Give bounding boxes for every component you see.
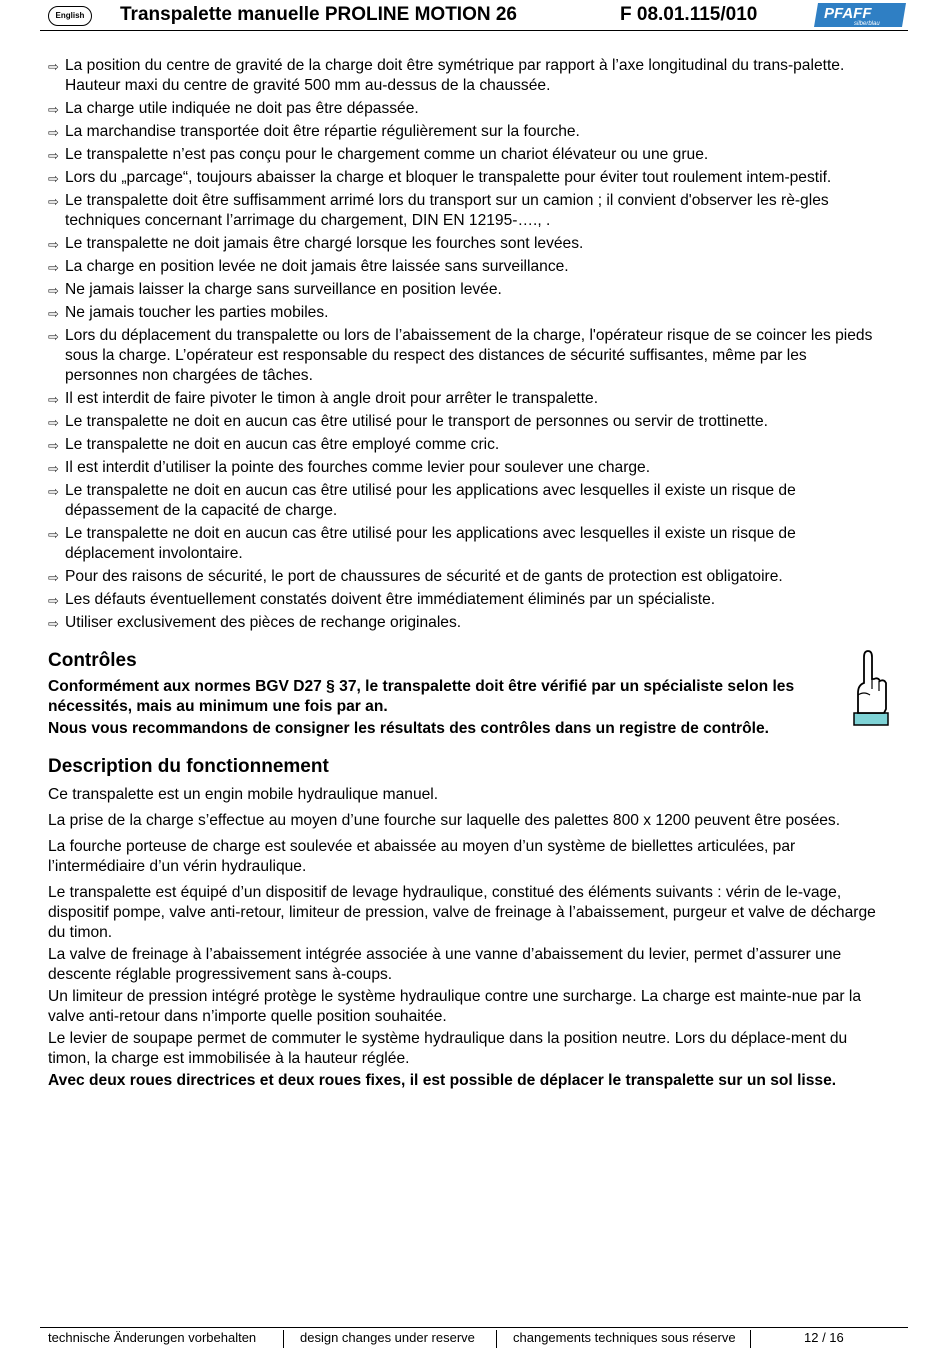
safety-item-text: Les défauts éventuellement constatés doivent être immédiatement éliminés par un spécialiste. <box>65 591 716 608</box>
raised-finger-hand-icon <box>852 649 890 729</box>
description-paragraph: Ce transpalette est un engin mobile hydraulique manuel. <box>48 786 439 803</box>
arrow-right-icon: ⇨ <box>48 125 59 140</box>
safety-list <box>48 56 878 633</box>
safety-list-item <box>48 168 878 188</box>
safety-list-item <box>48 326 878 386</box>
document-title: Transpalette manuelle PROLINE MOTION 26 <box>120 4 517 25</box>
safety-list-item <box>48 590 878 610</box>
arrow-right-icon: ⇨ <box>48 194 59 209</box>
safety-list-item <box>48 191 878 231</box>
safety-item-text: La position du centre de gravité de la charge doit être symétrique par rapport à l’axe longitudinal du trans-palette. Hauteur maxi du centre de gravité 500 mm au-dessus de la chaussée. <box>65 57 845 94</box>
description-paragraph: Le levier de soupape permet de commuter le système hydraulique dans la position neutre. Lors du déplace-ment du timon, la charge est immobilisée à la hauteur réglée. <box>48 1030 848 1067</box>
logo-subtext: silberblau <box>854 21 880 27</box>
arrow-right-icon: ⇨ <box>48 171 59 186</box>
arrow-right-icon: ⇨ <box>48 438 59 453</box>
safety-list-item <box>48 567 878 587</box>
safety-item-text: La charge en position levée ne doit jamais être laissée sans surveillance. <box>65 258 569 275</box>
description-section <box>48 785 878 1091</box>
arrow-right-icon: ⇨ <box>48 283 59 298</box>
description-paragraph: Un limiteur de pression intégré protège le système hydraulique contre une surcharge. La charge est mainte-nue par la valve anti-retour dans n’importe quelle position souhaitée. <box>48 988 862 1025</box>
safety-list-item <box>48 234 878 254</box>
safety-list-item <box>48 458 878 478</box>
safety-item-text: Le transpalette doit être suffisamment arrimé lors du transport sur un camion ; il convient d'observer les rè-gles techniques concernant l’arrimage du chargement, DIN EN 12195-…., . <box>65 192 829 229</box>
description-paragraph: Le transpalette est équipé d’un dispositif de levage hydraulique, constitué des éléments suivants : vérin de le-vage, dispositif pompe, valve anti-retour, limiteur de pression, valve de freinage à l’abaissement, purgeur et valve de décharge du timon. <box>48 884 876 941</box>
safety-item-text: Lors du „parcage“, toujours abaisser la charge et bloquer le transpalette pour éviter tout roulement intem-pestif. <box>65 169 832 186</box>
safety-item-text: Utiliser exclusivement des pièces de rechange originales. <box>65 614 462 631</box>
arrow-right-icon: ⇨ <box>48 527 59 542</box>
description-paragraph: La fourche porteuse de charge est soulevée et abaissée au moyen d’un système de biellettes articulées, par l’intermédiaire d’un vérin hydraulique. <box>48 838 796 875</box>
page-footer <box>40 1327 908 1350</box>
safety-list-item <box>48 257 878 277</box>
arrow-right-icon: ⇨ <box>48 570 59 585</box>
safety-list-item <box>48 303 878 323</box>
safety-item-text: Il est interdit de faire pivoter le timon à angle droit pour arrêter le transpalette. <box>65 390 599 407</box>
logo-text: PFAFF <box>824 5 872 22</box>
arrow-right-icon: ⇨ <box>48 329 59 344</box>
arrow-right-icon: ⇨ <box>48 306 59 321</box>
safety-list-item <box>48 389 878 409</box>
description-paragraph: La valve de freinage à l’abaissement intégrée associée à une vanne d’abaissement du levier, permet d’assurer une descente réglable progressivement sans à-coups. <box>48 946 842 983</box>
page-header <box>40 0 908 31</box>
description-heading: Description du fonctionnement <box>48 756 329 777</box>
safety-item-text: Lors du déplacement du transpalette ou lors de l’abaissement de la charge, l'opérateur risque de se coincer les pieds sous la charge. L’opérateur est responsable du respect des distances de sécurité suffisantes, même par les personnes non chargées de tâches. <box>65 327 873 384</box>
safety-list-item <box>48 122 878 142</box>
document-number: F 08.01.115/010 <box>620 4 758 25</box>
safety-list-item <box>48 145 878 165</box>
description-paragraph: La prise de la charge s’effectue au moyen d’une fourche sur laquelle des palettes 800 x 1200 peuvent être posées. <box>48 812 841 829</box>
safety-item-text: Ne jamais toucher les parties mobiles. <box>65 304 329 321</box>
controles-paragraph: Conformément aux normes BGV D27 § 37, le transpalette doit être vérifié par un spécialiste selon les nécessités, mais au minimum une fois par an. <box>48 678 795 715</box>
controles-heading: Contrôles <box>48 650 137 671</box>
safety-item-text: Le transpalette ne doit jamais être chargé lorsque les fourches sont levées. <box>65 235 584 252</box>
safety-list-item <box>48 412 878 432</box>
arrow-right-icon: ⇨ <box>48 392 59 407</box>
arrow-right-icon: ⇨ <box>48 593 59 608</box>
footer-note-de: technische Änderungen vorbehalten <box>48 1330 257 1345</box>
language-badge: English <box>48 6 92 26</box>
footer-separator <box>750 1330 751 1348</box>
description-paragraph-bold: Avec deux roues directrices et deux roues fixes, il est possible de déplacer le transpalette sur un sol lisse. <box>48 1072 837 1089</box>
safety-item-text: La marchandise transportée doit être répartie régulièrement sur la fourche. <box>65 123 580 140</box>
arrow-right-icon: ⇨ <box>48 148 59 163</box>
controles-paragraph: Nous vous recommandons de consigner les résultats des contrôles dans un registre de contrôle. <box>48 720 769 737</box>
arrow-right-icon: ⇨ <box>48 616 59 631</box>
safety-list-item <box>48 481 878 521</box>
controles-section <box>48 677 878 739</box>
arrow-right-icon: ⇨ <box>48 59 59 74</box>
safety-list-item <box>48 435 878 455</box>
safety-item-text: Ne jamais laisser la charge sans surveillance en position levée. <box>65 281 502 298</box>
safety-item-text: Pour des raisons de sécurité, le port de chaussures de sécurité et de gants de protection est obligatoire. <box>65 568 783 585</box>
safety-item-text: Le transpalette ne doit en aucun cas être utilisé pour les applications avec lesquelles il existe un risque de déplacement involontaire. <box>65 525 796 562</box>
footer-note-fr: changements techniques sous réserve <box>513 1330 736 1345</box>
safety-item-text: Le transpalette ne doit en aucun cas être utilisé pour les applications avec lesquelles il existe un risque de dépassement de la capacité de charge. <box>65 482 796 519</box>
safety-list-item <box>48 524 878 564</box>
arrow-right-icon: ⇨ <box>48 237 59 252</box>
arrow-right-icon: ⇨ <box>48 260 59 275</box>
safety-list-item <box>48 613 878 633</box>
footer-note-en: design changes under reserve <box>300 1330 475 1345</box>
footer-separator <box>496 1330 497 1348</box>
page-content <box>48 56 878 1097</box>
arrow-right-icon: ⇨ <box>48 484 59 499</box>
safety-item-text: Le transpalette ne doit en aucun cas être utilisé pour le transport de personnes ou servir de trottinette. <box>65 413 769 430</box>
arrow-right-icon: ⇨ <box>48 415 59 430</box>
footer-separator <box>283 1330 284 1348</box>
safety-item-text: La charge utile indiquée ne doit pas être dépassée. <box>65 100 419 117</box>
safety-item-text: Le transpalette n’est pas conçu pour le chargement comme un chariot élévateur ou une grue. <box>65 146 709 163</box>
safety-list-item <box>48 280 878 300</box>
safety-item-text: Le transpalette ne doit en aucun cas être employé comme cric. <box>65 436 500 453</box>
safety-list-item <box>48 56 878 96</box>
safety-list-item <box>48 99 878 119</box>
page-number: 12 / 16 <box>804 1330 844 1345</box>
arrow-right-icon: ⇨ <box>48 102 59 117</box>
pfaff-logo <box>814 3 906 27</box>
safety-item-text: Il est interdit d’utiliser la pointe des fourches comme levier pour soulever une charge. <box>65 459 651 476</box>
arrow-right-icon: ⇨ <box>48 461 59 476</box>
